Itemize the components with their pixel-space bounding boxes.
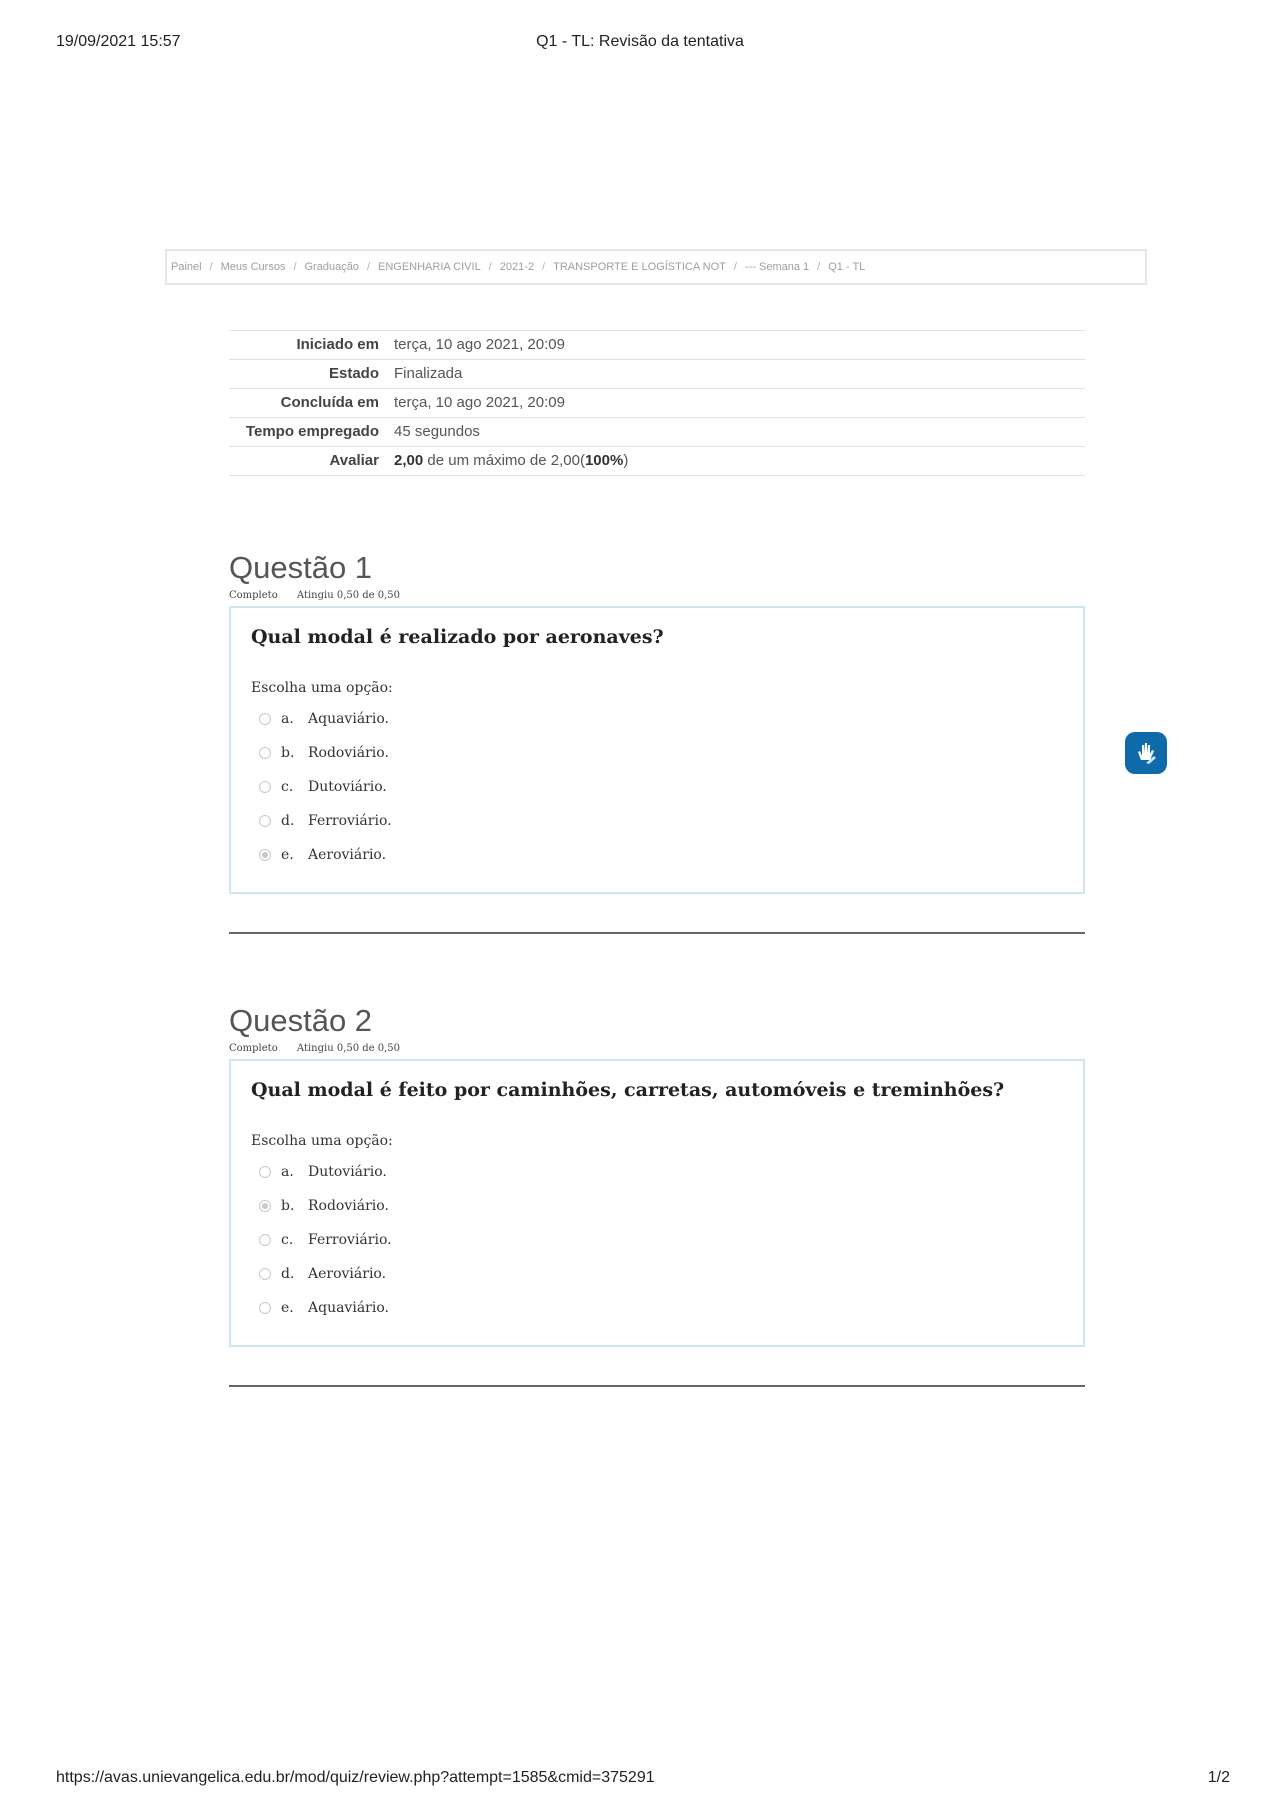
grade-value (394, 447, 1085, 476)
option-letter: a. (281, 711, 294, 727)
accessibility-button[interactable] (1125, 732, 1167, 774)
breadcrumb-separator: / (293, 261, 297, 273)
answer-option-selected (251, 838, 1063, 872)
grade-label: Avaliar (329, 452, 379, 469)
option-letter: a. (281, 1164, 294, 1180)
option-label: Ferroviário. (308, 813, 392, 829)
summary-row-completed (229, 389, 1085, 418)
answer-option (251, 1155, 1063, 1189)
breadcrumb-separator: / (542, 261, 546, 273)
radio-button[interactable] (259, 1166, 271, 1178)
print-header (0, 0, 1280, 60)
summary-row-time (229, 418, 1085, 447)
time-value: 45 segundos (394, 423, 480, 440)
option-label: Dutoviário. (308, 779, 387, 795)
breadcrumb-2021-2[interactable]: 2021-2 (499, 261, 535, 273)
question-content (229, 606, 1085, 894)
time-label: Tempo empregado (245, 423, 379, 440)
question-content (229, 1059, 1085, 1347)
grade-percent: 100% (584, 452, 624, 469)
option-letter: d. (281, 813, 295, 829)
answer-option-selected (251, 1189, 1063, 1223)
question-heading: Questão 1 (229, 550, 373, 585)
question-divider (229, 1385, 1085, 1387)
grade-score: 2,00 (394, 452, 424, 469)
question-info (229, 590, 1085, 604)
attempt-summary-table (229, 330, 1085, 476)
radio-button[interactable] (259, 747, 271, 759)
completed-value: terça, 10 ago 2021, 20:09 (394, 394, 565, 411)
option-letter: d. (281, 1266, 295, 1282)
started-label: Iniciado em (296, 336, 379, 353)
answer-option (251, 736, 1063, 770)
answer-option (251, 804, 1063, 838)
option-label: Aeroviário. (308, 1266, 387, 1282)
print-footer-url: https://avas.unievangelica.edu.br/mod/quiz/review.php?attempt=1585&cmid=375291 (56, 1769, 655, 1786)
question-divider (229, 932, 1085, 934)
grade-text: de um máximo de 2,00( (423, 452, 585, 469)
question-prompt: Escolha uma opção: (251, 680, 393, 696)
radio-button[interactable] (259, 781, 271, 793)
breadcrumb-engenharia-civil[interactable]: ENGENHARIA CIVIL (378, 261, 481, 273)
option-letter: c. (281, 1232, 294, 1248)
question-info (229, 1043, 1085, 1057)
state-label: Estado (328, 365, 379, 382)
radio-button[interactable] (259, 713, 271, 725)
radio-button[interactable] (259, 1234, 271, 1246)
breadcrumb-course[interactable]: TRANSPORTE E LOGÍSTICA NOT (553, 261, 726, 273)
breadcrumb-separator: / (817, 261, 821, 273)
state-value: Finalizada (394, 365, 463, 382)
question-mark: Atingiu 0,50 de 0,50 (296, 1043, 401, 1054)
completed-label: Concluída em (280, 394, 379, 411)
summary-row-grade (229, 447, 1085, 476)
breadcrumb-separator: / (488, 261, 492, 273)
option-label: Rodoviário. (308, 1198, 389, 1214)
breadcrumb-semana-1[interactable]: --- Semana 1 (744, 261, 810, 273)
option-label: Aquaviário. (308, 1300, 389, 1316)
option-letter: e. (281, 1300, 294, 1316)
option-label: Aquaviário. (308, 711, 389, 727)
option-label: Rodoviário. (308, 745, 389, 761)
print-footer-page: 1/2 (1207, 1769, 1230, 1786)
question-1 (229, 548, 1085, 942)
option-letter: b. (281, 1198, 295, 1214)
print-title: Q1 - TL: Revisão da tentativa (536, 33, 744, 50)
breadcrumb-separator: / (366, 261, 370, 273)
print-date: 19/09/2021 15:57 (56, 33, 181, 50)
question-2 (229, 1001, 1085, 1395)
question-mark: Atingiu 0,50 de 0,50 (296, 590, 401, 601)
question-text: Qual modal é feito por caminhões, carretas, automóveis e treminhões? (251, 1079, 1005, 1101)
radio-button-selected[interactable] (259, 1200, 271, 1212)
sign-language-hands-icon (1132, 739, 1160, 767)
option-letter: b. (281, 745, 295, 761)
breadcrumb (165, 249, 1147, 285)
grade-close: ) (623, 452, 629, 469)
breadcrumb-painel[interactable]: Painel (171, 261, 202, 273)
option-letter: c. (281, 779, 294, 795)
question-heading: Questão 2 (229, 1003, 373, 1038)
breadcrumb-graduacao[interactable]: Graduação (304, 261, 359, 273)
answer-option (251, 1257, 1063, 1291)
option-label: Dutoviário. (308, 1164, 387, 1180)
question-status: Completo (229, 590, 278, 601)
breadcrumb-separator: / (209, 261, 213, 273)
summary-row-started (229, 331, 1085, 360)
answer-option (251, 770, 1063, 804)
breadcrumb-meus-cursos[interactable]: Meus Cursos (220, 261, 286, 273)
answer-option (251, 702, 1063, 736)
radio-button-selected[interactable] (259, 849, 271, 861)
breadcrumb-quiz[interactable]: Q1 - TL (828, 261, 866, 273)
breadcrumb-separator: / (733, 261, 737, 273)
option-label: Aeroviário. (308, 847, 387, 863)
answer-option (251, 1291, 1063, 1325)
question-prompt: Escolha uma opção: (251, 1133, 393, 1149)
radio-button[interactable] (259, 1268, 271, 1280)
started-value: terça, 10 ago 2021, 20:09 (394, 336, 565, 353)
option-letter: e. (281, 847, 294, 863)
question-status: Completo (229, 1043, 278, 1054)
question-text: Qual modal é realizado por aeronaves? (251, 626, 664, 648)
answer-option (251, 1223, 1063, 1257)
option-label: Ferroviário. (308, 1232, 392, 1248)
radio-button[interactable] (259, 1302, 271, 1314)
radio-button[interactable] (259, 815, 271, 827)
summary-row-state (229, 360, 1085, 389)
